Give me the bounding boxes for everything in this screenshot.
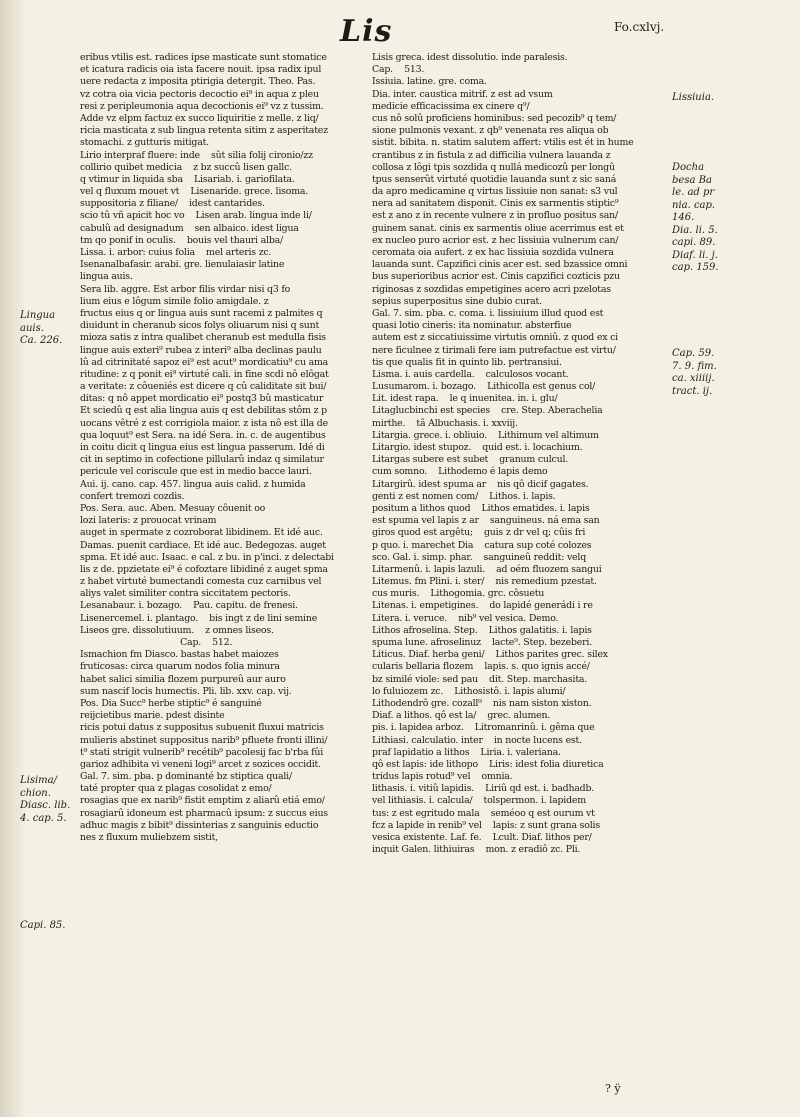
text-line: collirio quibet medicia z bz succû lisen gallc.	[80, 161, 292, 173]
text-line: Gal. 7. sim. pba. c. coma. i. lissiuium illud quod est	[372, 307, 604, 319]
text-line: a veritate: z côueniés est dicere q cû caliditate sit bui/	[80, 381, 327, 393]
text-line: Litenas. i. empetigines. do lapidé generádi i re	[372, 600, 593, 612]
text-line: Lithos afroselina. Step. Lithos galatitis. i. lapis	[372, 624, 592, 636]
text-line: bus superioribus acrior est. Cinis capzifici cozticis pzu	[372, 271, 620, 283]
text-line: Issiuia. latine. gre. coma.	[372, 76, 487, 88]
text-line: lium eius e lôgum simile folio amigdale. z	[80, 295, 269, 307]
text-line: mulieris abstinet suppositus narib⁹ pfluete fronti illini/	[80, 734, 328, 746]
text-line: lithasis. i. vitiû lapidis. Liriû qd est. i. badhadb.	[372, 783, 595, 795]
text-line: ceromata oia aufert. z ex hac lissiuia sozdida vulnera	[372, 247, 614, 258]
text-line: lis z de. ppzietate ei⁹ é cofoztare libidiné z auget spma	[80, 563, 328, 575]
text-line: ricia masticata z sub lingua retenta sitim z asperitatez	[80, 125, 328, 137]
text-line: nes z fluxum muliebzem sistit,	[80, 832, 218, 843]
text-line: lo fuluiozem zc. Lithosistô. i. lapis alumi/	[372, 685, 566, 697]
text-line: ditas: q nô appet mordicatio ei⁹ postq3 bû masticatur	[80, 393, 324, 405]
text-line: garioz adhibita vi veneni logi⁹ arcet z sozices occidit.	[80, 758, 321, 770]
text-line: vesica existente. Laf. fe. Lcult. Diaf. lithos per/	[372, 832, 592, 843]
text-line: riginosas z sozdidas empetigines acero acri pzelotas	[372, 283, 611, 295]
text-line: Cap. 512.	[80, 637, 233, 648]
text-line: Litarmenû. i. lapis lazuli. ad oém fluozem sangui	[372, 563, 602, 575]
margin-note: Lissiuia.	[672, 92, 715, 103]
text-line: lingue auis exteri⁹ rubea z interi⁹ alba declinas paulu	[80, 344, 322, 356]
text-line: vz cotra oia vicia pectoris decoctio ei⁹ in aqua z pleu	[80, 88, 319, 100]
text-line: confert tremozi cozdis.	[80, 490, 185, 502]
text-line: Liseos gre. dissolutiuum. z omnes liseos.	[80, 624, 274, 636]
text-line: spuma lune. afroselinuz lacte⁹. Step. bezeberi.	[372, 637, 592, 648]
margin-note: Cap. 59. 7. 9. fim. ca. xiiiij. tract. ij.	[672, 348, 717, 397]
text-line: vel q fluxum mouet vt Lisenaride. grece. lisoma.	[80, 186, 309, 198]
text-line: uere redacta z imposita ptirigia detergit. Theo. Pas.	[80, 76, 316, 88]
text-line: Diaf. a lithos. qô est la/ grec. alumen.	[372, 710, 551, 722]
text-line: tis que qualis fit in quinto lib. pertransiui.	[372, 356, 562, 368]
text-line: cit in septimo in cofectione pillularû indaz q similatur	[80, 454, 324, 466]
text-line: Damas. puenit cardiace. Et idé auc. Bedegozas. auget	[80, 539, 326, 551]
text-line: lû ad citrinitaté sapoz ei⁹ est acut⁹ mordicatiu⁹ cu ama	[80, 356, 329, 368]
text-line: Lesanabaur. i. bozago. Pau. capitu. de frenesi.	[80, 600, 298, 612]
text-line: Dia. inter. caustica mitrif. z est ad vsum	[372, 88, 553, 100]
paper-edge	[0, 0, 26, 1117]
text-line: Lithiasi. calculatio. inter in nocte lucens est.	[372, 734, 582, 746]
text-line: Litargia. grece. i. obliuio. Lithimum vel altimum	[372, 429, 599, 441]
margin-note: Lisima/ chion. Diasc. lib. 4. cap. 5.	[20, 775, 71, 824]
text-line: est spuma vel lapis z ar sanguineus. ná ema san	[372, 515, 600, 527]
margin-note: Docha besa Ba le. ad pr nia. cap. 146. Dia. li. 5. capi. 89. Diaf. li. j. cap. 159.	[672, 162, 719, 273]
text-line: Litargio. idest stupoz. quid est. i. locachium.	[372, 442, 583, 453]
text-line: sione pulmonis vexant. z qb⁹ venenata res aliqua ob	[372, 125, 609, 137]
text-line: cabulû ad designadum sen albaico. idest ligua	[80, 222, 299, 234]
text-line: giros quod est argêtu; guis z dr vel q; cûis fri	[372, 527, 586, 539]
text-line: Isenanalbafasir. arabi. gre. lienulaiasir latine	[80, 259, 285, 271]
text-line: sistit. bibita. n. statim salutem affert: vtilis est ét in hume	[372, 137, 634, 149]
text-line: Sera lib. aggre. Est arbor filis virdar nisi q3 fo	[80, 283, 291, 295]
text-line: lozi lateris: z prouocat vrinam	[80, 515, 217, 527]
text-line: nera ad sanitatem disponit. Cinis ex sarmentis stiptic⁹	[372, 198, 619, 210]
text-line: praf lapidatio a lithos Liria. i. valeriana.	[372, 746, 561, 758]
text-line: qua loquut⁹ est Sera. na idé Sera. in. c. de augentibus	[80, 429, 326, 441]
text-line: sco. Gal. i. simp. phar. sanguineû reddit: velq	[372, 551, 586, 563]
running-head: Lis	[340, 14, 393, 49]
text-line: q vtimur in liquida sba Lisariab. i. gariofilata.	[80, 173, 295, 185]
text-line: quasi lotio cineris: ita nominatur. absterfiue	[372, 320, 572, 332]
text-line: pericule vel coriscule que est in medio bacce lauri.	[80, 466, 312, 478]
text-line: suppositoria z filiane/ idest cantarides.	[80, 198, 265, 210]
text-line: spma. Et idé auc. Isaac. e cal. z bu. in p'inci. z delectabi	[80, 551, 334, 563]
text-line: Litera. i. veruce. nib⁹ vel vesica. Demo.	[372, 612, 559, 624]
text-line: Et sciedû q est alia lingua auis q est debilitas stôm z p	[80, 405, 327, 417]
text-line: cularis bellaria flozem lapis. s. quo ignis accé/	[372, 661, 590, 673]
text-line: Litaglucbinchi est species cre. Step. Aberachelia	[372, 405, 603, 417]
text-line: cum somno. Lithodemo é lapis demo	[372, 466, 548, 478]
text-line: fruticosas: circa quarum nodos folia minura	[80, 661, 280, 673]
text-line: Lisis greca. idest dissolutio. inde paralesis.	[372, 52, 568, 63]
text-line: est z ano z in recente vulnere z in profluo positus san/	[372, 210, 618, 222]
text-line: scio tû vñ apicit hoc vo Lisen arab. lingua inde li/	[80, 210, 312, 222]
text-line: aliys valet similiter contra siccitatem pectoris.	[80, 588, 291, 600]
text-line: t⁹ stati strigit vulnerib⁹ recétib⁹ pacolesij fac b'rba fûi	[80, 746, 324, 758]
text-line: taté propter qua z plagas cosolidat z emo/	[80, 783, 272, 795]
text-line: reijcietibus marie. pdest disinte	[80, 710, 225, 722]
left-text-column	[80, 52, 370, 844]
text-line: habet salici similia flozem purpureû aur auro	[80, 673, 286, 685]
text-line: fructus eius q or lingua auis sunt racemi z palmites q	[80, 307, 323, 319]
catchword: ? ÿ	[605, 1082, 621, 1095]
text-line: stomachi. z gutturis mitigat.	[80, 137, 209, 149]
text-line: Litargirû. idest spuma ar nis qô dicif gagates.	[372, 478, 589, 490]
text-line: genti z est nomen com/ Lithos. i. lapis.	[372, 490, 556, 502]
text-line: guinem sanat. cinis ex sarmentis oliue acerrimus est et	[372, 222, 624, 234]
text-line: ricis potui datus z suppositus subuenit fluxui matricis	[80, 722, 324, 734]
text-line: bz similé viole: sed pau dit. Step. marchasita.	[372, 673, 588, 685]
text-line: Lirio interpraf fluere: inde sût silia folij cironio/zz	[80, 149, 313, 161]
text-line: auget in spermate z cozroborat libidinem. Et idé auc.	[80, 527, 323, 539]
text-line: lingua auis.	[80, 271, 133, 283]
text-line: mirthe. tâ Albuchasis. i. xxviij.	[372, 417, 518, 429]
text-line: Aui. ij. cano. cap. 457. lingua auis calid. z humida	[80, 478, 306, 490]
text-line: medicie efficacissima ex cinere q⁹/	[372, 100, 530, 112]
text-line: inquit Galen. lithiuiras mon. z eradiô zc. Pli.	[372, 844, 581, 856]
text-line: ex nucleo puro acrior est. z hec lissiuia vulnerum can/	[372, 234, 619, 246]
text-line: tridus lapis rotud⁹ vel omnia.	[372, 771, 513, 783]
text-line: fcz a lapide in renib⁹ vel lapis: z sunt grana solis	[372, 819, 600, 831]
text-line: lauanda sunt. Capzifici cinis acer est. sed bzassice omni	[372, 259, 628, 271]
text-line: da apro medicamine q virtus lissiuie non sanat: s3 vul	[372, 186, 618, 198]
text-line: collosa z lôgi tpis sozdida q nullá medicozû per longû	[372, 161, 615, 173]
margin-note: Capi. 85.	[20, 920, 66, 931]
folio-number: Fo.cxlvj.	[614, 20, 665, 34]
text-line: Litemus. fm Plini. i. ster/ nis remedium pzestat.	[372, 576, 597, 588]
text-line: vel lithiasis. i. calcula/ tolspermon. i. lapidem	[372, 795, 586, 807]
text-line: qô est lapis: ide lithopo Liris: idest folia diuretica	[372, 758, 604, 770]
text-line: cus muris. Lithogomia. grc. côsuetu	[372, 588, 545, 600]
text-line: tus: z est egritudo mala seméoo q est ourum vt	[372, 807, 595, 819]
text-line: sepius superpositus sine dubio curat.	[372, 295, 542, 307]
text-line: rosagiarû idoneum est pharmacû ipsum: z succus eius	[80, 807, 328, 819]
margin-note: Lingua auis. Ca. 226.	[20, 310, 63, 346]
text-line: Lit. idest rapa. le q inuenitea. in. i. glu/	[372, 393, 558, 405]
text-line: uocans vêtré z est corrigiola maior. z ista nô est illa de	[80, 417, 328, 429]
right-text-column	[372, 52, 662, 856]
text-line: sum nascif locis humectis. Pli. lib. xxv. cap. vij.	[80, 685, 292, 697]
text-line: tpus senserût virtuté quotidie lauanda sunt z sic saná	[372, 173, 617, 185]
text-line: tm qo ponif in oculis. bouis vel thauri alba/	[80, 234, 283, 246]
text-line: crantibus z in fistula z ad difficilia vulnera lauanda z	[372, 149, 611, 161]
text-line: Adde vz elpm factuz ex succo liquiritie z melle. z liq/	[80, 112, 319, 124]
text-line: rosagias que ex narib⁹ fistit emptim z aliarû etiá emo/	[80, 795, 325, 807]
text-line: diuidunt in cheranub sicos folys oliuarum nisi q sunt	[80, 320, 320, 332]
text-line: cus nô solû proficiens hominibus: sed pecozib⁹ q tem/	[372, 112, 617, 124]
text-line: Pos. Sera. auc. Aben. Mesuay côuenit oo	[80, 502, 266, 514]
text-line: et icatura radicis oia ista facere nouit. ipsa radix ipul	[80, 64, 322, 76]
text-line: Lusumarom. i. bozago. Lithicolla est genus col/	[372, 381, 596, 393]
text-line: Lisma. i. auis cardella. calculosos vocant.	[372, 368, 569, 380]
text-line: resi z peripleumonia aqua decoctionis ei⁹ vz z tussim.	[80, 100, 324, 112]
text-line: nere ficulnee z tirimali fere iam putrefactue est virtu/	[372, 344, 616, 356]
text-line: Litargas subere est subet granum culcul.	[372, 454, 569, 466]
text-line: pis. i. lapidea arboz. Litromanrinû. i. gêma que	[372, 722, 595, 734]
text-line: mioza satis z intra qualibet cheranub est medulla fisis	[80, 332, 326, 344]
text-line: ritudine: z q ponit ei⁹ virtuté cali. in fine scdi nô elôgat	[80, 368, 329, 380]
text-line: Gal. 7. sim. pba. p dominanté bz stiptica quali/	[80, 771, 292, 783]
text-line: adhuc magis z bibit⁹ dissinterias z sanguinis eductio	[80, 819, 319, 831]
text-line: autem est z siccatiuissime virtutis omniû. z quod ex ci	[372, 332, 618, 344]
text-line: positum a lithos quod Lithos ematides. i. lapis	[372, 502, 590, 514]
text-line: Liticus. Diaf. herba geni/ Lithos parites grec. silex	[372, 649, 608, 661]
text-line: eribus vtilis est. radices ipse masticate sunt stomatice	[80, 52, 327, 63]
text-line: Lithodendrô gre. cozall⁹ nis nam siston xiston.	[372, 697, 592, 709]
text-line: z habet virtuté bumectandi comesta cuz carnibus vel	[80, 576, 322, 588]
text-line: p quo. i. marechet Dia catura sup coté colozes	[372, 539, 592, 551]
text-line: in coitu dicit q lingua eius est lingua passerum. Idé di	[80, 442, 325, 453]
text-line: Cap. 513.	[372, 64, 425, 76]
text-line: Lissa. i. arbor: cuius folia mel arteris zc.	[80, 247, 272, 258]
text-line: Pos. Dia Succ⁹ herbe stiptic⁹ é sanguiné	[80, 697, 262, 709]
text-line: Lisenercemel. i. plantago. bis ingt z de lini semine	[80, 612, 318, 624]
text-line: Ismachion fm Diasco. bastas habet maiozes	[80, 649, 279, 661]
